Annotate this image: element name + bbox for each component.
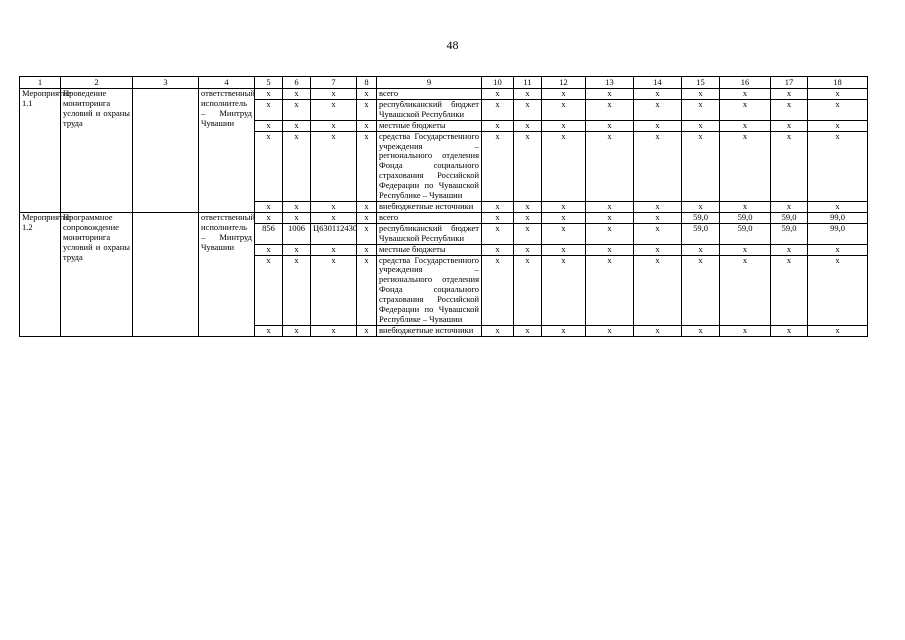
cell-c6: x <box>283 99 311 120</box>
cell-c8: x <box>357 201 377 212</box>
program-table <box>19 76 868 337</box>
cell-c7: x <box>311 212 357 223</box>
value-cell: x <box>542 89 586 100</box>
value-cell: x <box>634 223 682 244</box>
column-number: 9 <box>377 77 482 89</box>
column-number: 17 <box>771 77 808 89</box>
value-cell: x <box>586 201 634 212</box>
cell-c8: x <box>357 244 377 255</box>
value-cell: x <box>682 99 720 120</box>
page-number: 48 <box>446 38 459 52</box>
value-cell: x <box>682 120 720 131</box>
value-cell: x <box>634 120 682 131</box>
value-cell: x <box>542 120 586 131</box>
value-cell: x <box>808 131 868 201</box>
cell-c7: x <box>311 255 357 325</box>
cell-c7: x <box>311 99 357 120</box>
cell-c6: x <box>283 325 311 336</box>
cell-c5: x <box>255 99 283 120</box>
value-cell: x <box>771 201 808 212</box>
responsible-executor: ответственный исполнитель – Минтруд Чувашии <box>199 212 255 336</box>
column-number: 4 <box>199 77 255 89</box>
column-number: 1 <box>20 77 61 89</box>
measure-id: Мероприятие 1.2 <box>20 212 61 336</box>
column-number: 7 <box>311 77 357 89</box>
funding-source: республиканский бюджет Чувашской Республики <box>377 223 482 244</box>
value-cell: x <box>808 255 868 325</box>
cell-c5: 856 <box>255 223 283 244</box>
column-number: 8 <box>357 77 377 89</box>
table-body <box>20 89 868 337</box>
cell-c8: x <box>357 99 377 120</box>
funding-source: местные бюджеты <box>377 244 482 255</box>
value-cell: x <box>771 120 808 131</box>
value-cell: x <box>482 244 514 255</box>
column-number: 11 <box>514 77 542 89</box>
cell-c8: x <box>357 325 377 336</box>
cell-c6: x <box>283 244 311 255</box>
cell-c5: x <box>255 244 283 255</box>
cell-c7: x <box>311 325 357 336</box>
value-cell: x <box>586 223 634 244</box>
funding-source: всего <box>377 89 482 100</box>
value-cell: x <box>482 325 514 336</box>
value-cell: x <box>514 244 542 255</box>
cell-c6: x <box>283 120 311 131</box>
value-cell: x <box>682 325 720 336</box>
value-cell: x <box>586 131 634 201</box>
funding-source: средства Государственного учреждения – регионального отделения Фонда социального страхования Российской Федерации по Чувашской Республике – Чувашии <box>377 255 482 325</box>
measure-name: Программное сопровождение мониторинга условий и охраны труда <box>61 212 133 336</box>
value-cell: x <box>634 201 682 212</box>
value-cell: x <box>771 244 808 255</box>
value-cell: x <box>542 201 586 212</box>
column-number: 14 <box>634 77 682 89</box>
value-cell: x <box>542 131 586 201</box>
value-cell: x <box>682 131 720 201</box>
value-cell: x <box>586 325 634 336</box>
cell-c7: x <box>311 131 357 201</box>
value-cell: x <box>514 255 542 325</box>
value-cell: x <box>514 223 542 244</box>
funding-source: внебюджетные источники <box>377 325 482 336</box>
value-cell: x <box>808 120 868 131</box>
column-number: 2 <box>61 77 133 89</box>
cell-c6: x <box>283 131 311 201</box>
value-cell: x <box>542 223 586 244</box>
value-cell: x <box>514 120 542 131</box>
value-cell: 59,0 <box>720 212 771 223</box>
cell-c5: x <box>255 255 283 325</box>
cell-c8: x <box>357 89 377 100</box>
cell-c8: x <box>357 223 377 244</box>
value-cell: x <box>542 255 586 325</box>
cell-c7: x <box>311 244 357 255</box>
cell-c5: x <box>255 212 283 223</box>
value-cell: x <box>634 89 682 100</box>
cell-c5: x <box>255 120 283 131</box>
column-number: 3 <box>133 77 199 89</box>
funding-source: средства Государственного учреждения – регионального отделения Фонда социального страхования Российской Федерации по Чувашской Республике – Чувашии <box>377 131 482 201</box>
column-number-row <box>20 77 868 89</box>
cell-c8: x <box>357 255 377 325</box>
value-cell: x <box>720 89 771 100</box>
cell-c8: x <box>357 120 377 131</box>
cell-c8: x <box>357 212 377 223</box>
value-cell: 59,0 <box>720 223 771 244</box>
value-cell: x <box>586 212 634 223</box>
value-cell: x <box>682 201 720 212</box>
measure-col3 <box>133 212 199 336</box>
value-cell: x <box>586 244 634 255</box>
value-cell: x <box>808 201 868 212</box>
value-cell: x <box>808 325 868 336</box>
funding-source: республиканский бюджет Чувашской Республики <box>377 99 482 120</box>
funding-source: внебюджетные источники <box>377 201 482 212</box>
column-number: 10 <box>482 77 514 89</box>
value-cell: x <box>771 325 808 336</box>
value-cell: x <box>720 244 771 255</box>
value-cell: x <box>771 255 808 325</box>
value-cell: x <box>482 255 514 325</box>
cell-c5: x <box>255 89 283 100</box>
value-cell: x <box>482 212 514 223</box>
value-cell: x <box>720 99 771 120</box>
value-cell: x <box>482 89 514 100</box>
value-cell: x <box>514 201 542 212</box>
measure-id: Мероприятие 1.1 <box>20 89 61 213</box>
cell-c6: x <box>283 255 311 325</box>
value-cell: 99,0 <box>808 212 868 223</box>
cell-c5: x <box>255 131 283 201</box>
value-cell: x <box>682 89 720 100</box>
value-cell: x <box>682 244 720 255</box>
cell-c5: x <box>255 201 283 212</box>
cell-c7: x <box>311 120 357 131</box>
column-number: 5 <box>255 77 283 89</box>
value-cell: x <box>808 244 868 255</box>
value-cell: 59,0 <box>771 212 808 223</box>
value-cell: x <box>586 99 634 120</box>
value-cell: x <box>720 131 771 201</box>
value-cell: x <box>542 244 586 255</box>
column-number: 16 <box>720 77 771 89</box>
value-cell: x <box>514 212 542 223</box>
value-cell: x <box>634 131 682 201</box>
value-cell: x <box>634 244 682 255</box>
column-number: 6 <box>283 77 311 89</box>
value-cell: x <box>514 99 542 120</box>
value-cell: x <box>634 99 682 120</box>
cell-c7: x <box>311 201 357 212</box>
value-cell: x <box>586 120 634 131</box>
value-cell: x <box>720 325 771 336</box>
cell-c6: x <box>283 89 311 100</box>
cell-c7: Ц630112430 <box>311 223 357 244</box>
funding-source: всего <box>377 212 482 223</box>
cell-c5: x <box>255 325 283 336</box>
value-cell: x <box>586 89 634 100</box>
value-cell: 99,0 <box>808 223 868 244</box>
value-cell: x <box>482 201 514 212</box>
value-cell: 59,0 <box>682 212 720 223</box>
cell-c8: x <box>357 131 377 201</box>
value-cell: x <box>808 89 868 100</box>
measure-name: Проведение мониторинга условий и охраны труда <box>61 89 133 213</box>
column-number: 15 <box>682 77 720 89</box>
table-row <box>20 212 868 223</box>
responsible-executor: ответственный исполнитель – Минтруд Чувашии <box>199 89 255 213</box>
value-cell: x <box>586 255 634 325</box>
value-cell: x <box>542 99 586 120</box>
value-cell: x <box>482 99 514 120</box>
value-cell: x <box>634 212 682 223</box>
value-cell: x <box>771 131 808 201</box>
value-cell: x <box>634 325 682 336</box>
column-number: 13 <box>586 77 634 89</box>
column-number: 18 <box>808 77 868 89</box>
value-cell: x <box>682 255 720 325</box>
cell-c6: x <box>283 201 311 212</box>
measure-col3 <box>133 89 199 213</box>
funding-source: местные бюджеты <box>377 120 482 131</box>
cell-c6: x <box>283 212 311 223</box>
value-cell: x <box>720 201 771 212</box>
value-cell: x <box>542 325 586 336</box>
value-cell: 59,0 <box>771 223 808 244</box>
value-cell: x <box>542 212 586 223</box>
value-cell: x <box>514 131 542 201</box>
table-row <box>20 89 868 100</box>
value-cell: x <box>482 131 514 201</box>
value-cell: x <box>514 89 542 100</box>
cell-c7: x <box>311 89 357 100</box>
value-cell: x <box>720 255 771 325</box>
value-cell: x <box>482 223 514 244</box>
value-cell: x <box>771 89 808 100</box>
value-cell: 59,0 <box>682 223 720 244</box>
value-cell: x <box>720 120 771 131</box>
column-number: 12 <box>542 77 586 89</box>
cell-c6: 1006 <box>283 223 311 244</box>
value-cell: x <box>482 120 514 131</box>
value-cell: x <box>514 325 542 336</box>
value-cell: x <box>808 99 868 120</box>
value-cell: x <box>771 99 808 120</box>
value-cell: x <box>634 255 682 325</box>
